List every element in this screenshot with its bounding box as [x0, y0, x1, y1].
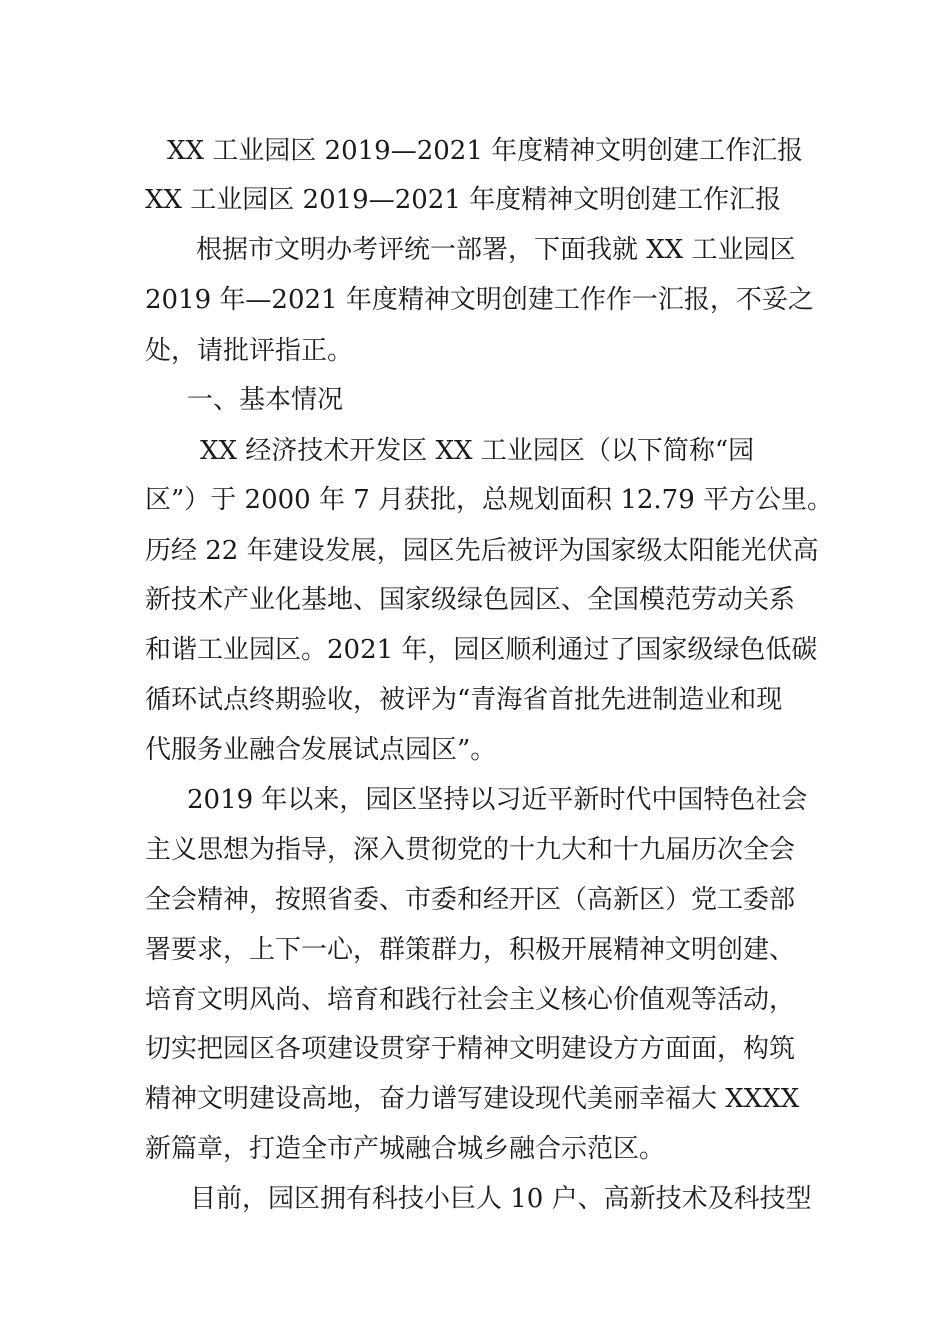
intro-line: 根据市文明办考评统一部署，下面我就 XX 工业园区 — [196, 235, 796, 265]
document-title: XX 工业园区 2019—2021 年度精神文明创建工作汇报 — [167, 136, 804, 166]
paragraph-line: 目前，园区拥有科技小巨人 10 户、高新技术及科技型 — [190, 1184, 812, 1214]
paragraph-line: 精神文明建设高地，奋力谱写建设现代美丽幸福大 XXXX — [145, 1084, 800, 1114]
paragraph-line: 区”）于 2000 年 7 月获批，总规划面积 12.79 平方公里。 — [145, 485, 834, 515]
section-heading: 一、基本情况 — [187, 385, 344, 415]
paragraph-line: 切实把园区各项建设贯穿于精神文明建设方方面面，构筑 — [145, 1034, 796, 1064]
paragraph-line: 新技术产业化基地、国家级绿色园区、全国模范劳动关系 — [145, 585, 796, 615]
document-title-repeat: XX 工业园区 2019—2021 年度精神文明创建工作汇报 — [145, 185, 782, 215]
paragraph-line: 署要求，上下一心，群策群力，积极开展精神文明创建、 — [145, 935, 796, 965]
paragraph-line: 新篇章，打造全市产城融合城乡融合示范区。 — [145, 1134, 666, 1164]
intro-line: 2019 年—2021 年度精神文明创建工作作一汇报，不妥之 — [145, 285, 814, 315]
paragraph-line: 2019 年以来，园区坚持以习近平新时代中国特色社会 — [187, 785, 808, 815]
paragraph-line: 和谐工业园区。2021 年，园区顺利通过了国家级绿色低碳 — [145, 635, 818, 665]
paragraph-line: 培育文明风尚、培育和践行社会主义核心价值观等活动， — [145, 985, 796, 1015]
paragraph-line: 历经 22 年建设发展，园区先后被评为国家级太阳能光伏高 — [145, 536, 819, 566]
paragraph-line: 主义思想为指导，深入贯彻党的十九大和十九届历次全会 — [145, 835, 796, 865]
paragraph-line: XX 经济技术开发区 XX 工业园区（以下简称“园 — [200, 436, 755, 466]
intro-line: 处，请批评指正。 — [145, 336, 354, 366]
paragraph-line: 循环试点终期验收，被评为“青海省首批先进制造业和现 — [145, 685, 783, 715]
paragraph-line: 代服务业融合发展试点园区”。 — [145, 735, 497, 765]
paragraph-line: 全会精神，按照省委、市委和经开区（高新区）党工委部 — [145, 885, 796, 915]
